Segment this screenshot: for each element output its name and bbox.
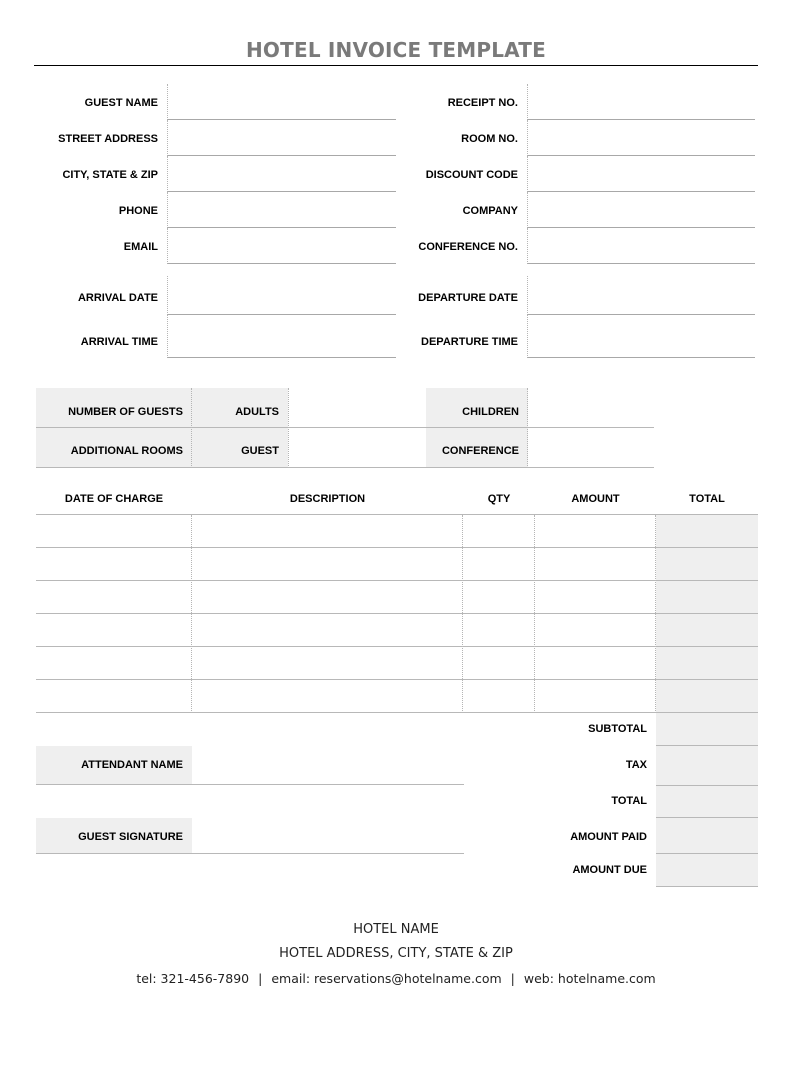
table-row[interactable] xyxy=(36,548,758,581)
page-title: HOTEL INVOICE TEMPLATE xyxy=(245,38,547,62)
guest-name-label: GUEST NAME xyxy=(84,97,158,109)
conference-label: CONFERENCE xyxy=(441,445,519,457)
table-row[interactable] xyxy=(36,581,758,614)
receipt-no-label: RECEIPT NO. xyxy=(447,97,518,109)
column-header-description: DESCRIPTION xyxy=(289,493,366,505)
phone-label: PHONE xyxy=(118,205,158,217)
guest-name-field[interactable] xyxy=(167,84,396,120)
occupancy-row-line xyxy=(36,467,654,468)
hotel-address: HOTEL ADDRESS, CITY, STATE & ZIP xyxy=(279,946,513,961)
amount-due-label: AMOUNT DUE xyxy=(572,864,647,876)
hotel-phone: tel: 321-456-7890 xyxy=(136,971,250,986)
column-header-amount: AMOUNT xyxy=(571,493,620,505)
summary-row-line xyxy=(656,886,758,887)
guest-signature-field[interactable] xyxy=(193,818,464,853)
conference-no-label: CONFERENCE NO. xyxy=(418,241,518,253)
room-no-label: ROOM NO. xyxy=(461,133,518,145)
receipt-no-field[interactable] xyxy=(527,84,755,120)
tax-value[interactable] xyxy=(657,746,758,785)
guest-signature-label: GUEST SIGNATURE xyxy=(78,831,183,843)
street-address-field[interactable] xyxy=(167,120,396,156)
subtotal-value[interactable] xyxy=(657,714,758,745)
children-input[interactable] xyxy=(528,389,654,427)
table-row[interactable] xyxy=(36,647,758,680)
title-divider xyxy=(34,65,758,66)
departure-date-field[interactable] xyxy=(527,276,755,315)
street-address-label: STREET ADDRESS xyxy=(58,133,158,145)
guest-rooms-input[interactable] xyxy=(289,428,426,467)
additional-rooms-label: ADDITIONAL ROOMS xyxy=(70,445,183,457)
occupancy-divider xyxy=(191,388,192,468)
attendant-underline xyxy=(36,784,464,785)
conference-no-field[interactable] xyxy=(527,228,755,264)
amount-due-value[interactable] xyxy=(657,854,758,886)
attendant-name-label: ATTENDANT NAME xyxy=(81,759,183,771)
table-row[interactable] xyxy=(36,680,758,713)
amount-paid-label: AMOUNT PAID xyxy=(570,831,647,843)
city-state-zip-field[interactable] xyxy=(167,156,396,192)
table-row[interactable] xyxy=(36,515,758,548)
arrival-time-field[interactable] xyxy=(167,315,396,358)
table-row[interactable] xyxy=(36,614,758,647)
column-header-qty: QTY xyxy=(487,493,511,505)
guest-label: GUEST xyxy=(241,445,279,457)
departure-date-label: DEPARTURE DATE xyxy=(418,292,518,304)
departure-time-label: DEPARTURE TIME xyxy=(421,336,518,348)
company-field[interactable] xyxy=(527,192,755,228)
arrival-date-label: ARRIVAL DATE xyxy=(77,292,158,304)
number-of-guests-label: NUMBER OF GUESTS xyxy=(68,406,183,418)
email-field[interactable] xyxy=(167,228,396,264)
email-label: EMAIL xyxy=(123,241,158,253)
children-label: CHILDREN xyxy=(462,406,519,418)
separator: | xyxy=(510,971,515,986)
discount-code-label: DISCOUNT CODE xyxy=(425,169,518,181)
conference-rooms-input[interactable] xyxy=(528,428,654,467)
attendant-name-field[interactable] xyxy=(193,746,464,784)
signature-underline xyxy=(36,853,464,854)
adults-input[interactable] xyxy=(289,389,426,427)
tax-label: TAX xyxy=(625,759,647,771)
room-no-field[interactable] xyxy=(527,120,755,156)
company-label: COMPANY xyxy=(462,205,518,217)
discount-code-field[interactable] xyxy=(527,156,755,192)
arrival-date-field[interactable] xyxy=(167,276,396,315)
separator: | xyxy=(258,971,263,986)
subtotal-label: SUBTOTAL xyxy=(588,723,647,735)
contact-line xyxy=(0,971,792,986)
hotel-name: HOTEL NAME xyxy=(353,922,439,937)
column-header-total: TOTAL xyxy=(689,493,725,505)
total-label: TOTAL xyxy=(611,795,647,807)
arrival-time-label: ARRIVAL TIME xyxy=(80,336,158,348)
amount-paid-value[interactable] xyxy=(657,818,758,853)
hotel-email: email: reservations@hotelname.com xyxy=(271,971,502,986)
total-value[interactable] xyxy=(657,786,758,817)
column-header-date: DATE OF CHARGE xyxy=(64,493,164,505)
adults-label: ADULTS xyxy=(235,406,279,418)
phone-field[interactable] xyxy=(167,192,396,228)
hotel-website: web: hotelname.com xyxy=(523,971,656,986)
city-state-zip-label: CITY, STATE & ZIP xyxy=(62,169,158,181)
departure-time-field[interactable] xyxy=(527,315,755,358)
